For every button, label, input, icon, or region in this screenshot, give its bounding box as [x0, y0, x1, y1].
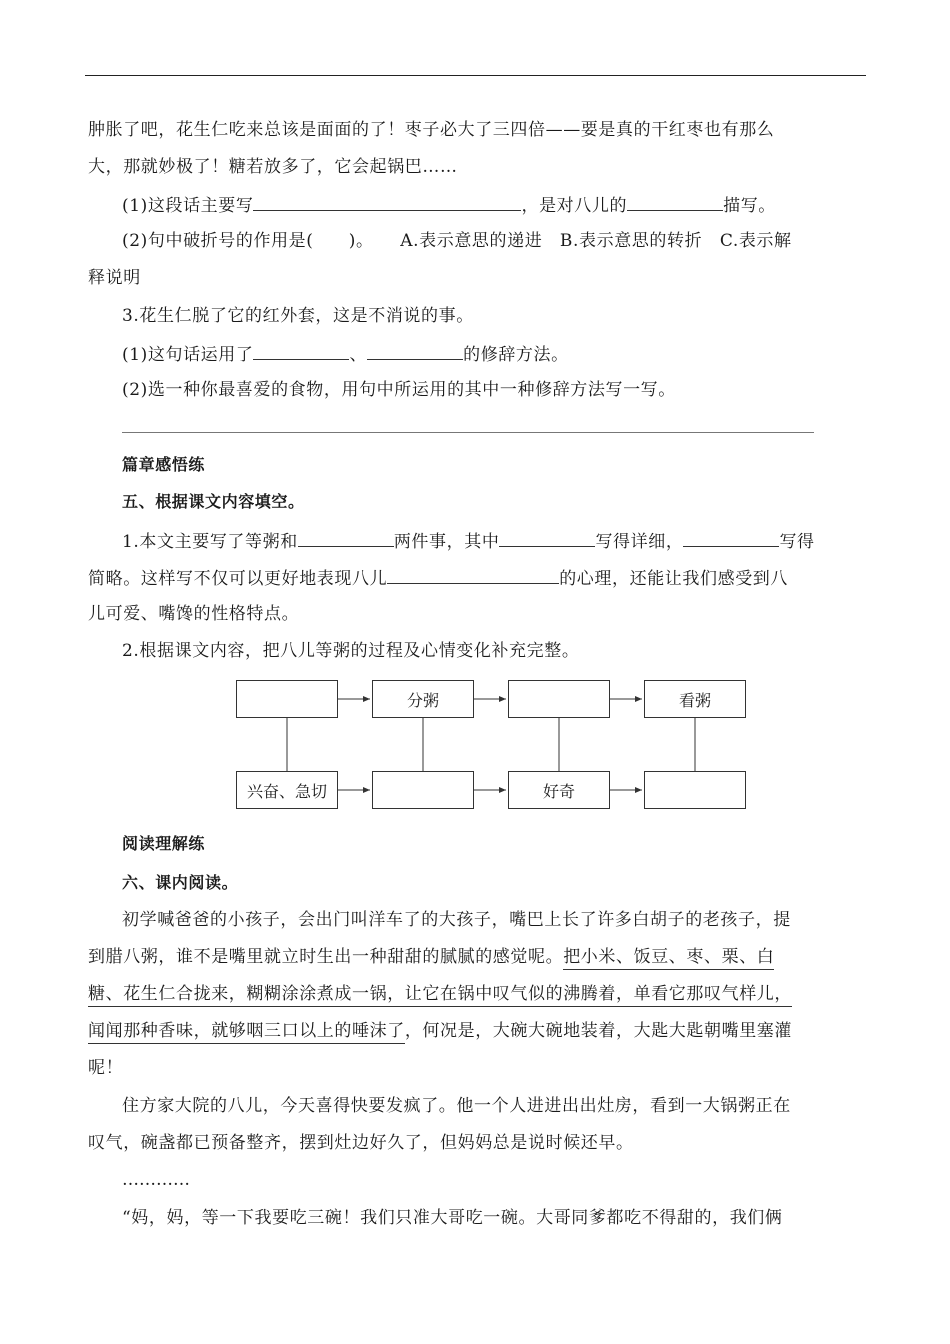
underlined-sentence: 闻闻那种香味，就够咽三口以上的唾沫了	[88, 1021, 405, 1044]
item-3-question-1: (1)这句话运用了 、 的修辞方法。	[122, 341, 569, 367]
part-5-item-1-cont: 儿可爱、嘴馋的性格特点。	[88, 604, 300, 624]
flow-box-top-1[interactable]	[236, 680, 338, 718]
part-5-item-1: 1.本文主要写了等粥和 两件事，其中 写得详细， 写得	[122, 528, 815, 554]
reading-line: 到腊八粥，谁不是嘴里就立时生出一种甜甜的腻腻的感觉呢。把小米、饭豆、枣、栗、白	[88, 945, 774, 969]
question-2: (2)句中破折号的作用是( )。 A.表示意思的递进 B.表示意思的转折 C.表示解	[122, 231, 792, 251]
section-title: 阅读理解练	[122, 834, 206, 853]
reading-line	[88, 982, 792, 1006]
ellipsis: …………	[122, 1170, 190, 1190]
reading-line: 闻闻那种香味，就够咽三口以上的唾沫了，何况是，大碗大碗地装着，大匙大匙朝嘴里塞灌	[88, 1019, 792, 1043]
passage-line: 肿胀了吧，花生仁吃来总该是面面的了！枣子必大了三四倍——要是真的干红枣也有那么	[88, 120, 775, 140]
item-3-question-2: (2)选一种你最喜爱的食物，用句中所运用的其中一种修辞方法写一写。	[122, 380, 676, 400]
reading-line: 叹气，碗盏都已预备整齐，摆到灶边好久了，但妈妈总是说时候还早。	[88, 1133, 634, 1153]
item-3-title: 3.花生仁脱了它的红外套，这是不消说的事。	[122, 306, 474, 326]
section-title: 篇章感悟练	[122, 455, 206, 474]
underlined-sentence: 糖、花生仁合拢来，糊糊涂涂煮成一锅，让它在锅中叹气似的沸腾着，单看它那叹气样儿，	[88, 984, 792, 1007]
part-5-item-2: 2.根据课文内容，把八儿等粥的过程及心情变化补充完整。	[122, 641, 580, 661]
question-2-cont: 释说明	[88, 268, 141, 288]
flow-box-top-3[interactable]	[508, 680, 610, 718]
flow-box-bottom-2[interactable]	[372, 771, 474, 809]
reading-line: “妈，妈，等一下我要吃三碗！我们只准大哥吃一碗。大哥同爹都吃不得甜的，我们俩	[122, 1208, 783, 1228]
part-5-heading: 五、根据课文内容填空。	[122, 492, 305, 511]
part-5-item-1-cont: 简略。这样写不仅可以更好地表现八儿 的心理，还能让我们感受到八	[88, 565, 788, 591]
flow-box-top-2: 分粥	[372, 680, 474, 718]
part-6-heading: 六、课内阅读。	[122, 873, 239, 892]
flow-box-bottom-4[interactable]	[644, 771, 746, 809]
reading-line: 呢！	[88, 1058, 124, 1078]
reading-line: 初学喊爸爸的小孩子，会出门叫洋车了的大孩子，嘴巴上长了许多白胡子的老孩子，提	[122, 910, 791, 930]
flow-box-bottom-3: 好奇	[508, 771, 610, 809]
flow-box-top-4: 看粥	[644, 680, 746, 718]
question-1: (1)这段话主要写 ，是对八儿的 描写。	[122, 192, 776, 218]
underlined-sentence: 把小米、饭豆、枣、栗、白	[563, 947, 774, 970]
reading-line: 住方家大院的八儿，今天喜得快要发疯了。他一个人进进出出灶房，看到一大锅粥正在	[122, 1096, 791, 1116]
flow-box-bottom-1: 兴奋、急切	[236, 771, 338, 809]
passage-line: 大，那就妙极了！糖若放多了，它会起锅巴……	[88, 157, 458, 177]
